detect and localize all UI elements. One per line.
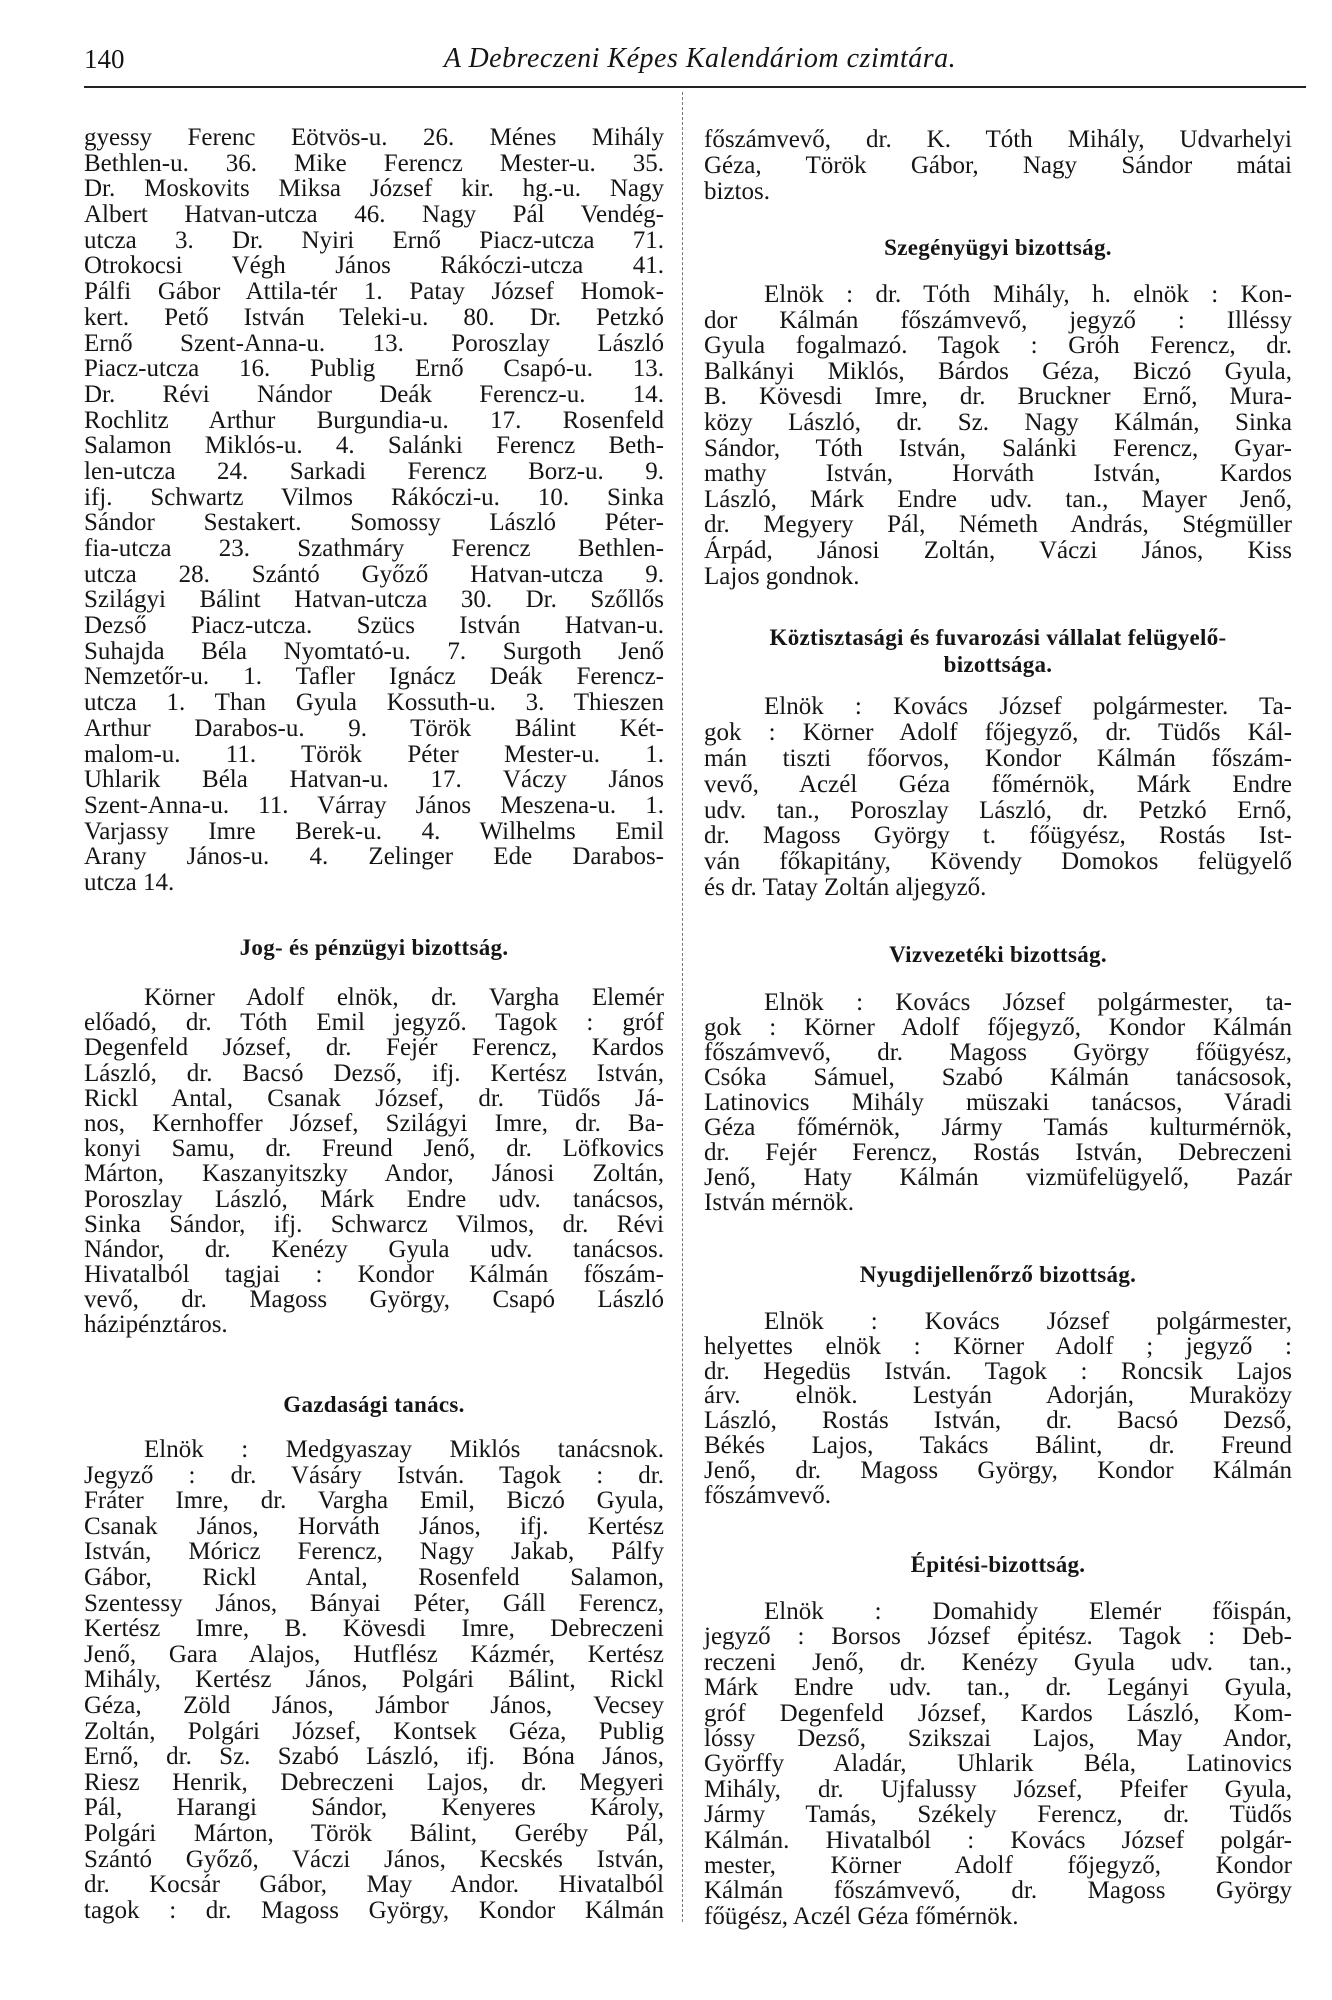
- text-line: dr. Magoss György t. főügyész, Rostás Ist-: [704, 822, 1292, 850]
- section-heading-szegenyugyi: Szegényügyi bizottság.: [884, 235, 1112, 260]
- text-line: főszámvevő, dr. K. Tóth Mihály, Udvarhelyi: [704, 126, 1292, 153]
- text-line: Degenfeld József, dr. Fejér Ferencz, Kardos: [84, 1034, 664, 1062]
- text-line: Györffy Aladár, Uhlarik Béla, Latinovics: [704, 1750, 1292, 1778]
- text-line: Zoltán, Polgári József, Kontsek Géza, Publig: [84, 1717, 664, 1745]
- text-line: Mihály, Kertész János, Polgári Bálint, Rickl: [84, 1666, 664, 1694]
- text-line: Otrokocsi Végh János Rákóczi-utcza 41.: [84, 252, 664, 280]
- text-line: Jegyző : dr. Vásáry István. Tagok : dr.: [84, 1461, 664, 1489]
- text-line: Márton, Kaszanyitszky Andor, Jánosi Zoltán,: [84, 1160, 664, 1188]
- text-line: Jármy Tamás, Székely Ferencz, dr. Tüdős: [704, 1801, 1292, 1829]
- text-line: Rochlitz Arthur Burgundia-u. 17. Rosenfeld: [84, 406, 664, 434]
- page-number: 140: [84, 44, 125, 74]
- text-line: Uhlarik Béla Hatvan-u. 17. Váczy János: [84, 766, 664, 794]
- text-line: Elnök : Kovács József polgármester. Ta-: [764, 693, 1292, 720]
- section-heading-nyugdij: Nyugdijellenőrző bizottság.: [859, 1262, 1137, 1287]
- text-line: Szilágyi Bálint Hatvan-utcza 30. Dr. Szőllős: [84, 586, 664, 614]
- epitesi-paragraph: [704, 1599, 1292, 1929]
- text-line: biztos.: [704, 178, 770, 205]
- text-line: dor Kálmán főszámvevő, jegyző : Illéssy: [704, 306, 1292, 334]
- section-heading-koztisztasagi: Köztisztasági és fuvarozási vállalat felügyelő-: [769, 625, 1227, 650]
- text-line: Bethlen-u. 36. Mike Ferencz Mester-u. 35.: [84, 149, 664, 177]
- text-line: Elnök : Domahidy Elemér főispán,: [764, 1598, 1292, 1625]
- text-line: malom-u. 11. Török Péter Mester-u. 1.: [84, 740, 664, 768]
- header-rule: [84, 86, 1306, 88]
- text-line: árv. elnök. Lestyán Adorján, Muraközy: [704, 1382, 1292, 1410]
- text-line: utcza 14.: [84, 868, 175, 896]
- text-line: főszámvevő, dr. Magoss György főügyész,: [704, 1039, 1292, 1066]
- text-line: László, dr. Bacsó Dezső, ifj. Kertész István,: [84, 1059, 664, 1087]
- text-line: Körner Adolf elnök, dr. Vargha Elemér: [144, 984, 664, 1011]
- text-line: Dr. Révi Nándor Deák Ferencz-u. 14.: [84, 380, 664, 408]
- right-continuation-paragraph: [704, 127, 1292, 205]
- text-line: Géza, Török Gábor, Nagy Sándor mátai: [704, 152, 1292, 179]
- text-line: Ernő, dr. Sz. Szabó László, ifj. Bóna János,: [84, 1743, 664, 1771]
- text-line: közy László, dr. Sz. Nagy Kálmán, Sinka: [704, 408, 1292, 436]
- text-line: és dr. Tatay Zoltán aljegyző.: [704, 874, 987, 902]
- text-line: Dezső Piacz-utcza. Szücs István Hatvan-u.: [84, 612, 664, 640]
- text-line: Lajos gondnok.: [704, 562, 860, 590]
- text-line: dr. Kocsár Gábor, May Andor. Hivatalból: [84, 1871, 664, 1899]
- text-line: Varjassy Imre Berek-u. 4. Wilhelms Emil: [84, 817, 664, 845]
- text-line: konyi Samu, dr. Freund Jenő, dr. Löfkovics: [84, 1135, 664, 1163]
- text-line: Árpád, Jánosi Zoltán, Váczi János, Kiss: [704, 536, 1292, 564]
- text-line: utcza 1. Than Gyula Kossuth-u. 3. Thieszen: [84, 689, 664, 717]
- text-line: István mérnök.: [704, 1189, 854, 1216]
- text-line: nos, Kernhoffer József, Szilágyi Imre, dr. Ba-: [84, 1109, 664, 1137]
- text-line: Piacz-utcza 16. Publig Ernő Csapó-u. 13.: [84, 355, 664, 383]
- text-line: Csóka Sámuel, Szabó Kálmán tanácsosok,: [704, 1064, 1292, 1091]
- text-line: dr. Hegedüs István. Tagok : Roncsik Lajos: [704, 1357, 1292, 1385]
- text-line: Szentessy János, Bányai Péter, Gáll Ferencz,: [84, 1589, 664, 1617]
- text-line: Jenő, Gara Alajos, Hutflész Kázmér, Kertész: [84, 1640, 664, 1668]
- text-line: főszámvevő.: [704, 1481, 832, 1509]
- text-line: Pál, Harangi Sándor, Kenyeres Károly,: [84, 1794, 664, 1822]
- text-line: Jenő, dr. Magoss György, Kondor Kálmán: [704, 1456, 1292, 1484]
- text-line: tagok : dr. Magoss György, Kondor Kálmán: [84, 1896, 664, 1924]
- text-line: B. Kövesdi Imre, dr. Bruckner Ernő, Mura-: [704, 383, 1292, 411]
- text-line: vevő, dr. Magoss György, Csapó László: [84, 1286, 664, 1314]
- text-line: Albert Hatvan-utcza 46. Nagy Pál Vendég-: [84, 201, 664, 229]
- text-line: Balkányi Miklós, Bárdos Géza, Biczó Gyula,: [704, 357, 1292, 385]
- text-line: Szent-Anna-u. 11. Várray János Meszena-u. 1.: [84, 791, 664, 819]
- text-line: dr. Fejér Ferencz, Rostás István, Debreczeni: [704, 1139, 1292, 1166]
- text-line: Polgári Márton, Török Bálint, Geréby Pál,: [84, 1819, 664, 1847]
- text-line: István, Móricz Ferencz, Nagy Jakab, Pálfy: [84, 1538, 664, 1566]
- text-line: ván főkapitány, Kövendy Domokos felügyelő: [704, 848, 1292, 876]
- text-line: László, Rostás István, dr. Bacsó Dezső,: [704, 1407, 1292, 1435]
- text-line: Géza, Zöld János, Jámbor János, Vecsey: [84, 1691, 664, 1719]
- section-heading-vizvezeteki: Vizvezetéki bizottság.: [889, 942, 1107, 967]
- text-line: Mihály, dr. Ujfalussy József, Pfeifer Gyula,: [704, 1775, 1292, 1803]
- running-title: A Debreczeni Képes Kalendáriom czimtára.: [443, 43, 957, 74]
- text-line: Pálfi Gábor Attila-tér 1. Patay József Homok-: [84, 278, 664, 306]
- text-line: Poroszlay László, Márk Endre udv. tanácsos,: [84, 1185, 664, 1213]
- text-line: mán tiszti főorvos, Kondor Kálmán főszám-: [704, 744, 1292, 772]
- text-line: Sándor, Tóth István, Salánki Ferencz, Gyar-: [704, 434, 1292, 462]
- text-line: jegyző : Borsos József épitész. Tagok : Deb-: [704, 1623, 1292, 1651]
- text-line: Békés Lajos, Takács Bálint, dr. Freund: [704, 1431, 1292, 1459]
- text-line: főügész, Aczél Géza főmérnök.: [704, 1902, 1019, 1930]
- text-line: Szántó Győző, Váczi János, Kecskés István,: [84, 1845, 664, 1873]
- section-heading-jog: Jog- és pénzügyi bizottság.: [239, 935, 509, 960]
- text-line: Dr. Moskovits Miksa József kir. hg.-u. Nagy: [84, 175, 664, 203]
- koztisztasagi-paragraph: [704, 694, 1292, 901]
- left-continuation-paragraph: [84, 125, 664, 896]
- text-line: Kálmán főszámvevő, dr. Magoss György: [704, 1877, 1292, 1905]
- text-line: lóssy Dezső, Szikszai Lajos, May Andor,: [704, 1724, 1292, 1752]
- text-line: Elnök : Medgyaszay Miklós tanácsnok.: [144, 1436, 664, 1463]
- text-line: utcza 28. Szántó Győző Hatvan-utcza 9.: [84, 560, 664, 588]
- text-line: Sinka Sándor, ifj. Schwarcz Vilmos, dr. Révi: [84, 1210, 664, 1238]
- vizvezeteki-paragraph: [704, 990, 1292, 1215]
- text-line: fia-utcza 23. Szathmáry Ferencz Bethlen-: [84, 535, 664, 562]
- text-line: Arany János-u. 4. Zelinger Ede Darabos-: [84, 843, 664, 871]
- text-line: Elnök : Kovács József polgármester, ta-: [764, 989, 1292, 1016]
- text-line: dr. Megyery Pál, Németh András, Stégmüller: [704, 511, 1292, 539]
- text-line: Suhajda Béla Nyomtató-u. 7. Surgoth Jenő: [84, 637, 664, 665]
- text-line: Elnök : Kovács József polgármester,: [764, 1308, 1292, 1335]
- text-line: mathy István, Horváth István, Kardos: [704, 460, 1292, 488]
- text-line: Nándor, dr. Kenézy Gyula udv. tanácsos.: [84, 1235, 664, 1263]
- text-line: Jenő, Haty Kálmán vizmüfelügyelő, Pazár: [704, 1164, 1292, 1191]
- text-line: Latinovics Mihály müszaki tanácsos, Váradi: [704, 1089, 1292, 1116]
- text-line: Salamon Miklós-u. 4. Salánki Ferencz Beth-: [84, 432, 664, 460]
- gazdasagi-paragraph: [84, 1437, 664, 1923]
- text-line: Márk Endre udv. tan., dr. Legányi Gyula,: [704, 1674, 1292, 1702]
- text-line: Gyula fogalmazó. Tagok : Gróh Ferencz, dr.: [704, 332, 1292, 360]
- text-line: gyessy Ferenc Eötvös-u. 26. Ménes Mihály: [84, 124, 664, 151]
- section-heading-epitesi: Épitési-bizottság.: [910, 1552, 1086, 1577]
- text-line: helyettes elnök : Körner Adolf ; jegyző :: [704, 1332, 1292, 1360]
- text-line: Riesz Henrik, Debreczeni Lajos, dr. Megyeri: [84, 1768, 664, 1796]
- text-line: gok : Körner Adolf főjegyző, dr. Tüdős Kál-: [704, 718, 1292, 746]
- text-line: vevő, Aczél Géza főmérnök, Márk Endre: [704, 770, 1292, 798]
- text-line: ifj. Schwartz Vilmos Rákóczi-u. 10. Sinka: [84, 483, 664, 511]
- text-line: kert. Pető István Teleki-u. 80. Dr. Petzkó: [84, 303, 664, 331]
- text-line: Rickl Antal, Csanak József, dr. Tüdős Já-: [84, 1084, 664, 1112]
- text-line: Hivatalból tagjai : Kondor Kálmán főszám-: [84, 1261, 664, 1289]
- text-line: Elnök : dr. Tóth Mihály, h. elnök : Kon-: [764, 281, 1292, 308]
- nyugdij-paragraph: [704, 1310, 1292, 1508]
- section-heading-koztisztasagi-line2: bizottsága.: [943, 652, 1053, 677]
- text-line: Csanak János, Horváth János, ifj. Kertész: [84, 1512, 664, 1540]
- text-line: reczeni Jenő, dr. Kenézy Gyula udv. tan.,: [704, 1648, 1292, 1676]
- text-line: gróf Degenfeld József, Kardos László, Kom-: [704, 1699, 1292, 1727]
- text-line: gok : Körner Adolf főjegyző, Kondor Kálmán: [704, 1014, 1292, 1041]
- column-divider: [682, 92, 683, 1922]
- szegenyugyi-paragraph: [704, 282, 1292, 589]
- text-line: Ernő Szent-Anna-u. 13. Poroszlay László: [84, 329, 664, 357]
- jog-paragraph: [84, 985, 664, 1338]
- text-line: mester, Körner Adolf főjegyző, Kondor: [704, 1851, 1292, 1879]
- text-line: Nemzetőr-u. 1. Tafler Ignácz Deák Ferencz-: [84, 663, 664, 691]
- text-line: Kálmán. Hivatalból : Kovács József polgár-: [704, 1826, 1292, 1854]
- text-line: Sándor Sestakert. Somossy László Péter-: [84, 509, 664, 537]
- text-line: utcza 3. Dr. Nyiri Ernő Piacz-utcza 71.: [84, 226, 664, 254]
- text-line: Kertész Imre, B. Kövesdi Imre, Debreczeni: [84, 1615, 664, 1643]
- section-heading-gazdasagi: Gazdasági tanács.: [283, 1392, 465, 1417]
- text-line: udv. tan., Poroszlay László, dr. Petzkó Ernő,: [704, 796, 1292, 824]
- text-line: Fráter Imre, dr. Vargha Emil, Biczó Gyula,: [84, 1487, 664, 1515]
- text-line: Arthur Darabos-u. 9. Török Bálint Két-: [84, 714, 664, 742]
- text-line: László, Márk Endre udv. tan., Mayer Jenő,: [704, 485, 1292, 513]
- text-line: Géza főmérnök, Jármy Tamás kulturmérnök,: [704, 1114, 1292, 1141]
- text-line: házipénztáros.: [84, 1311, 228, 1339]
- text-line: Gábor, Rickl Antal, Rosenfeld Salamon,: [84, 1563, 664, 1591]
- text-line: len-utcza 24. Sarkadi Ferencz Borz-u. 9.: [84, 457, 664, 485]
- text-line: előadó, dr. Tóth Emil jegyző. Tagok : gróf: [84, 1009, 664, 1037]
